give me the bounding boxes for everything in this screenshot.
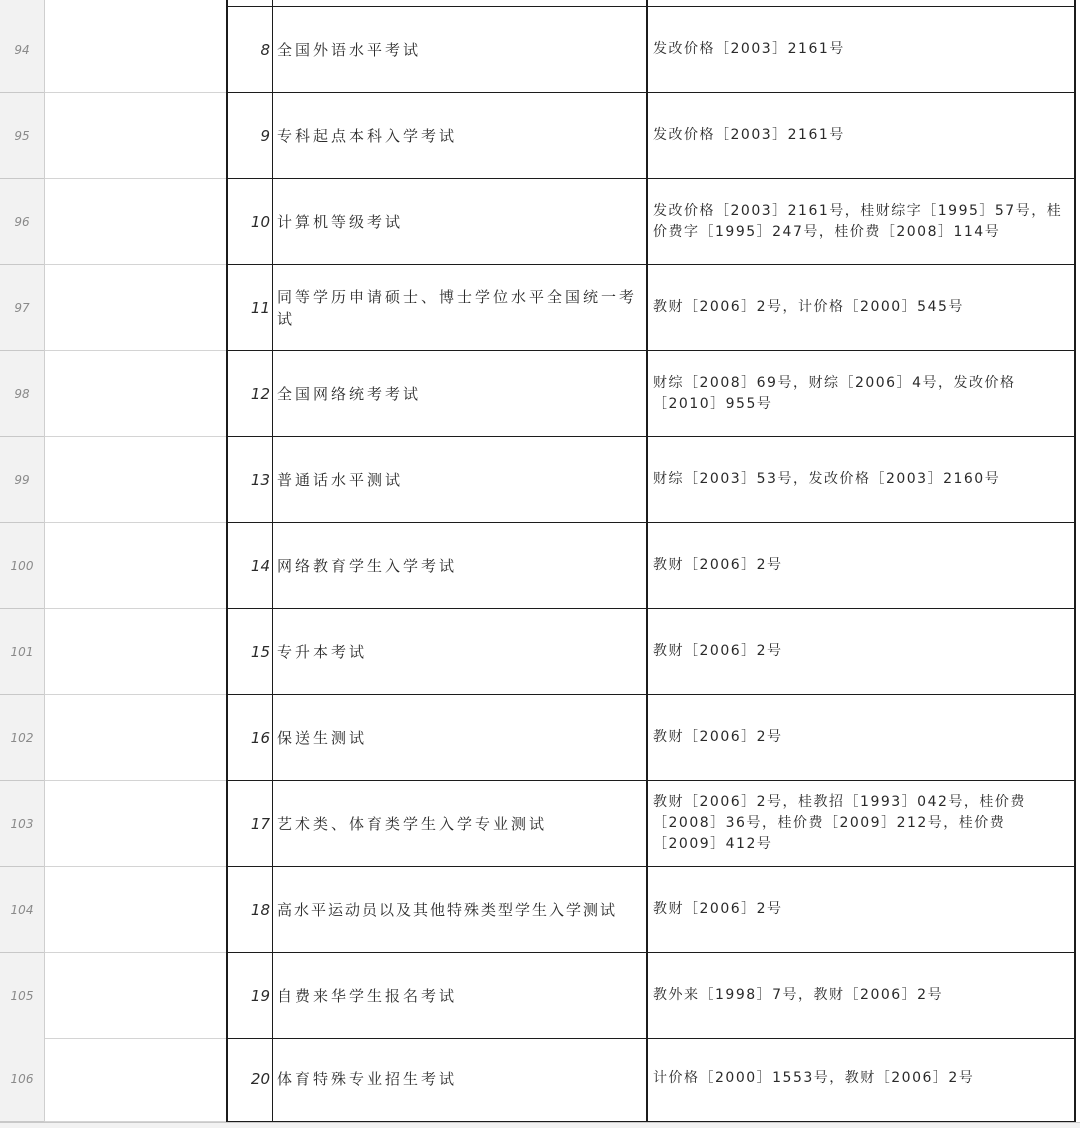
item-number-cell[interactable]: 20: [228, 1036, 272, 1122]
column-border: [1074, 0, 1076, 1122]
blank-cell[interactable]: [45, 351, 227, 437]
blank-cell[interactable]: [45, 437, 227, 523]
item-number-cell[interactable]: 14: [228, 523, 272, 609]
document-ref-cell[interactable]: 财综［2008］69号，财综［2006］4号，发改价格［2010］955号: [648, 351, 1075, 437]
blank-cell[interactable]: [45, 953, 227, 1039]
blank-cell[interactable]: [45, 867, 227, 953]
row-header[interactable]: 98: [0, 351, 44, 437]
row-header[interactable]: 102: [0, 695, 44, 781]
exam-name-cell[interactable]: 高水平运动员以及其他特殊类型学生入学测试: [273, 867, 647, 953]
document-ref-cell[interactable]: 发改价格［2003］2161号，桂财综字［1995］57号，桂价费字［1995］247号，桂价费［2008］114号: [648, 179, 1075, 265]
blank-cell[interactable]: [45, 695, 227, 781]
exam-name-cell[interactable]: 普通话水平测试: [273, 437, 647, 523]
blank-cell[interactable]: [45, 609, 227, 695]
exam-name-cell[interactable]: 自费来华学生报名考试: [273, 953, 647, 1039]
document-ref-cell[interactable]: 教财［2006］2号: [648, 867, 1075, 953]
blank-cell[interactable]: [45, 1036, 227, 1122]
document-ref-cell[interactable]: 教财［2006］2号: [648, 523, 1075, 609]
item-number-cell[interactable]: 12: [228, 351, 272, 437]
row-header[interactable]: 94: [0, 7, 44, 93]
row-header[interactable]: 101: [0, 609, 44, 695]
document-ref-cell[interactable]: 财综［2003］53号，发改价格［2003］2160号: [648, 437, 1075, 523]
item-number-cell[interactable]: 9: [228, 93, 272, 179]
blank-cell[interactable]: [45, 523, 227, 609]
gutter-divider: [44, 0, 45, 1122]
item-number-cell[interactable]: 13: [228, 437, 272, 523]
document-ref-cell[interactable]: 教财［2006］2号，计价格［2000］545号: [648, 265, 1075, 351]
document-ref-cell[interactable]: 计价格［2000］1553号，教财［2006］2号: [648, 1036, 1075, 1122]
document-ref-cell[interactable]: 教财［2006］2号，桂教招［1993］042号，桂价费［2008］36号，桂价费［2009］212号，桂价费［2009］412号: [648, 781, 1075, 867]
table-row: [0, 695, 1080, 781]
blank-cell[interactable]: [45, 781, 227, 867]
blank-cell[interactable]: [45, 7, 227, 93]
document-ref-cell[interactable]: 发改价格［2003］2161号: [648, 7, 1075, 93]
item-number-cell[interactable]: 17: [228, 781, 272, 867]
column-border: [272, 0, 273, 1122]
row-header[interactable]: 95: [0, 93, 44, 179]
row-header[interactable]: 106: [0, 1036, 44, 1122]
table-row: [0, 609, 1080, 695]
column-border: [646, 0, 648, 1122]
row-header[interactable]: 99: [0, 437, 44, 523]
exam-name-cell[interactable]: 体育特殊专业招生考试: [273, 1036, 647, 1122]
table-row: [0, 7, 1080, 93]
document-ref-cell[interactable]: 发改价格［2003］2161号: [648, 93, 1075, 179]
exam-name-cell[interactable]: 全国外语水平考试: [273, 7, 647, 93]
blank-cell[interactable]: [45, 93, 227, 179]
exam-name-cell[interactable]: 保送生测试: [273, 695, 647, 781]
item-number-cell[interactable]: 8: [228, 7, 272, 93]
item-number-cell[interactable]: 18: [228, 867, 272, 953]
exam-name-cell[interactable]: 专科起点本科入学考试: [273, 93, 647, 179]
exam-name-cell[interactable]: 网络教育学生入学考试: [273, 523, 647, 609]
row-header[interactable]: 104: [0, 867, 44, 953]
table-row: [0, 93, 1080, 179]
table-row: [0, 523, 1080, 609]
table-row: [0, 265, 1080, 351]
table-row: [0, 1036, 1080, 1122]
table-row: [0, 781, 1080, 867]
table-row: [0, 867, 1080, 953]
row-header[interactable]: 97: [0, 265, 44, 351]
document-ref-cell[interactable]: 教财［2006］2号: [648, 695, 1075, 781]
table-row: [0, 437, 1080, 523]
table-row: [0, 179, 1080, 265]
table-row: [0, 953, 1080, 1039]
document-ref-cell[interactable]: 教财［2006］2号: [648, 609, 1075, 695]
row-header[interactable]: 100: [0, 523, 44, 609]
exam-name-cell[interactable]: 同等学历申请硕士、博士学位水平全国统一考试: [273, 265, 647, 351]
item-number-cell[interactable]: 10: [228, 179, 272, 265]
row-header[interactable]: 105: [0, 953, 44, 1039]
item-number-cell[interactable]: 15: [228, 609, 272, 695]
row-header[interactable]: 96: [0, 179, 44, 265]
document-ref-cell[interactable]: 教外来［1998］7号，教财［2006］2号: [648, 953, 1075, 1039]
item-number-cell[interactable]: 16: [228, 695, 272, 781]
exam-name-cell[interactable]: 艺术类、体育类学生入学专业测试: [273, 781, 647, 867]
exam-name-cell[interactable]: 专升本考试: [273, 609, 647, 695]
next-row-strip: [0, 1122, 1080, 1128]
exam-name-cell[interactable]: 全国网络统考考试: [273, 351, 647, 437]
column-border: [226, 0, 228, 1122]
exam-name-cell[interactable]: 计算机等级考试: [273, 179, 647, 265]
table-row: [0, 351, 1080, 437]
blank-cell[interactable]: [45, 179, 227, 265]
row-header[interactable]: 103: [0, 781, 44, 867]
blank-cell[interactable]: [45, 265, 227, 351]
item-number-cell[interactable]: 11: [228, 265, 272, 351]
item-number-cell[interactable]: 19: [228, 953, 272, 1039]
